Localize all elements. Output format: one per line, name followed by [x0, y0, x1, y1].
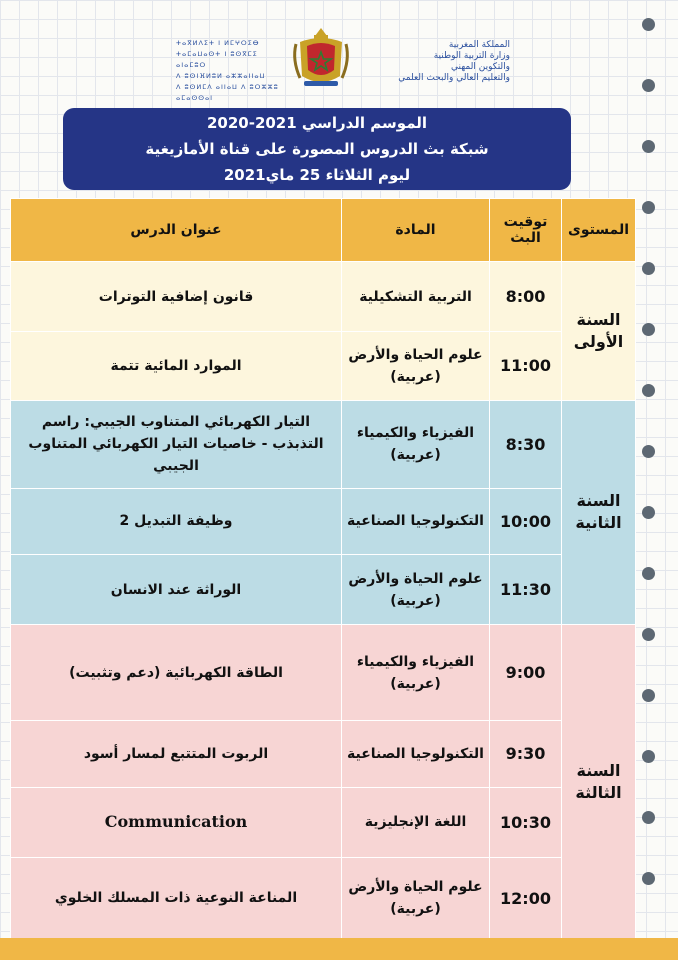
ring-hole: [642, 18, 655, 31]
tifinagh-line: ⴷ ⵓⵙⵏⴼⵍⵓⵍ ⴰⵣⵣⴰⵏⵏⴰⵡ: [176, 72, 266, 80]
ring-hole: [642, 384, 655, 397]
table-row: [11, 400, 636, 488]
tifinagh-line: ⵜⴰⴳⵍⴷⵉⵜ ⵏ ⵍⵎⵖⵔⵉⴱ: [176, 39, 260, 47]
subject-cell: التكنولوجيا الصناعية: [342, 488, 490, 554]
ministry-name-tifinagh: [176, 38, 286, 104]
school-year-title: الموسم الدراسي 2021-2020: [206, 114, 428, 132]
level-cell-year2: السنة الثانية: [562, 400, 636, 625]
subject-cell: التكنولوجيا الصناعية: [342, 721, 490, 787]
lesson-cell: قانون إضافية التوترات: [11, 262, 342, 332]
time-cell: 8:30: [490, 400, 562, 488]
column-header-level: المستوى: [562, 199, 636, 262]
table-row: [11, 721, 636, 787]
time-cell: 9:30: [490, 721, 562, 787]
level-cell-year1: السنة الأولى: [562, 262, 636, 400]
lesson-cell: وظيفة التبديل 2: [11, 488, 342, 554]
broadcast-schedule-table: [10, 198, 636, 940]
time-cell: 12:00: [490, 857, 562, 939]
lesson-cell: الطاقة الكهربائية (دعم وتثبيت): [11, 625, 342, 721]
coat-of-arms-emblem: [290, 26, 352, 90]
tifinagh-line: ⵜⴰⵎⴰⵡⴰⵙⵜ ⵏ ⵓⵙⴳⵎⵉ ⴰⵏⴰⵎⵓⵔ: [176, 50, 258, 69]
lesson-cell: الوراثة عند الانسان: [11, 554, 342, 624]
column-header-subject: المادة: [342, 199, 490, 262]
broadcast-schedule-title: شبكة بث الدروس المصورة على قناة الأمازيغية: [145, 140, 489, 158]
table-row: [11, 332, 636, 400]
level-cell-year3: السنة الثالثة: [562, 625, 636, 940]
lesson-cell: الموارد المائية تتمة: [11, 332, 342, 400]
table-row: [11, 488, 636, 554]
table-row: [11, 857, 636, 939]
ring-hole: [642, 140, 655, 153]
ring-hole: [642, 79, 655, 92]
ring-hole: [642, 750, 655, 763]
lesson-cell: الربوت المتتبع لمسار أسود: [11, 721, 342, 787]
subject-cell: التربية التشكيلية: [342, 262, 490, 332]
ring-hole: [642, 262, 655, 275]
ring-hole: [642, 689, 655, 702]
time-cell: 11:30: [490, 554, 562, 624]
ring-hole: [642, 628, 655, 641]
title-banner: [63, 108, 571, 190]
ring-hole: [642, 201, 655, 214]
time-cell: 8:00: [490, 262, 562, 332]
subject-cell: الفيزياء والكيمياء (عربية): [342, 400, 490, 488]
ring-hole: [642, 567, 655, 580]
table-row: [11, 787, 636, 857]
subject-cell: الفيزياء والكيمياء (عربية): [342, 625, 490, 721]
lesson-cell: التيار الكهربائي المتناوب الجيبي: راسم التذبذب - خاصيات التيار الكهربائي المتناوب الجيبي: [11, 400, 342, 488]
subject-cell: علوم الحياة والأرض (عربية): [342, 332, 490, 400]
ring-hole: [642, 506, 655, 519]
column-header-time: توقيت البث: [490, 199, 562, 262]
notebook-ring-holes: [642, 18, 658, 933]
table-header-row: [11, 199, 636, 262]
time-cell: 10:00: [490, 488, 562, 554]
time-cell: 9:00: [490, 625, 562, 721]
time-cell: 11:00: [490, 332, 562, 400]
date-title: ليوم الثلاثاء 25 ماي2021: [223, 166, 411, 184]
subject-cell: اللغة الإنجليزية: [342, 787, 490, 857]
table-row: [11, 554, 636, 624]
ring-hole: [642, 872, 655, 885]
arabic-line: المملكة المغربية: [448, 40, 510, 50]
lesson-cell: المناعة النوعية ذات المسلك الخلوي: [11, 857, 342, 939]
time-cell: 10:30: [490, 787, 562, 857]
arabic-line: والتكوين المهني: [451, 62, 510, 72]
subject-cell: علوم الحياة والأرض (عربية): [342, 857, 490, 939]
table-row: [11, 262, 636, 332]
tifinagh-line: ⴷ ⵓⵙⵍⵎⴷ ⴰⵏⵏⴰⵡ ⴷ ⵓⵔⵣⵣⵓ ⴰⵎⴰⵙⵙⴰⵏ: [176, 83, 279, 102]
ring-hole: [642, 811, 655, 824]
ring-hole: [642, 323, 655, 336]
arabic-line: والتعليم العالي والبحث العلمي: [398, 73, 510, 83]
subject-cell: علوم الحياة والأرض (عربية): [342, 554, 490, 624]
arabic-line: وزارة التربية الوطنية: [433, 51, 510, 61]
ring-hole: [642, 445, 655, 458]
lesson-cell: Communication: [11, 787, 342, 857]
bottom-accent-bar: [0, 938, 678, 960]
ministry-name-arabic: [380, 40, 510, 84]
table-row: [11, 625, 636, 721]
column-header-lesson: عنوان الدرس: [11, 199, 342, 262]
